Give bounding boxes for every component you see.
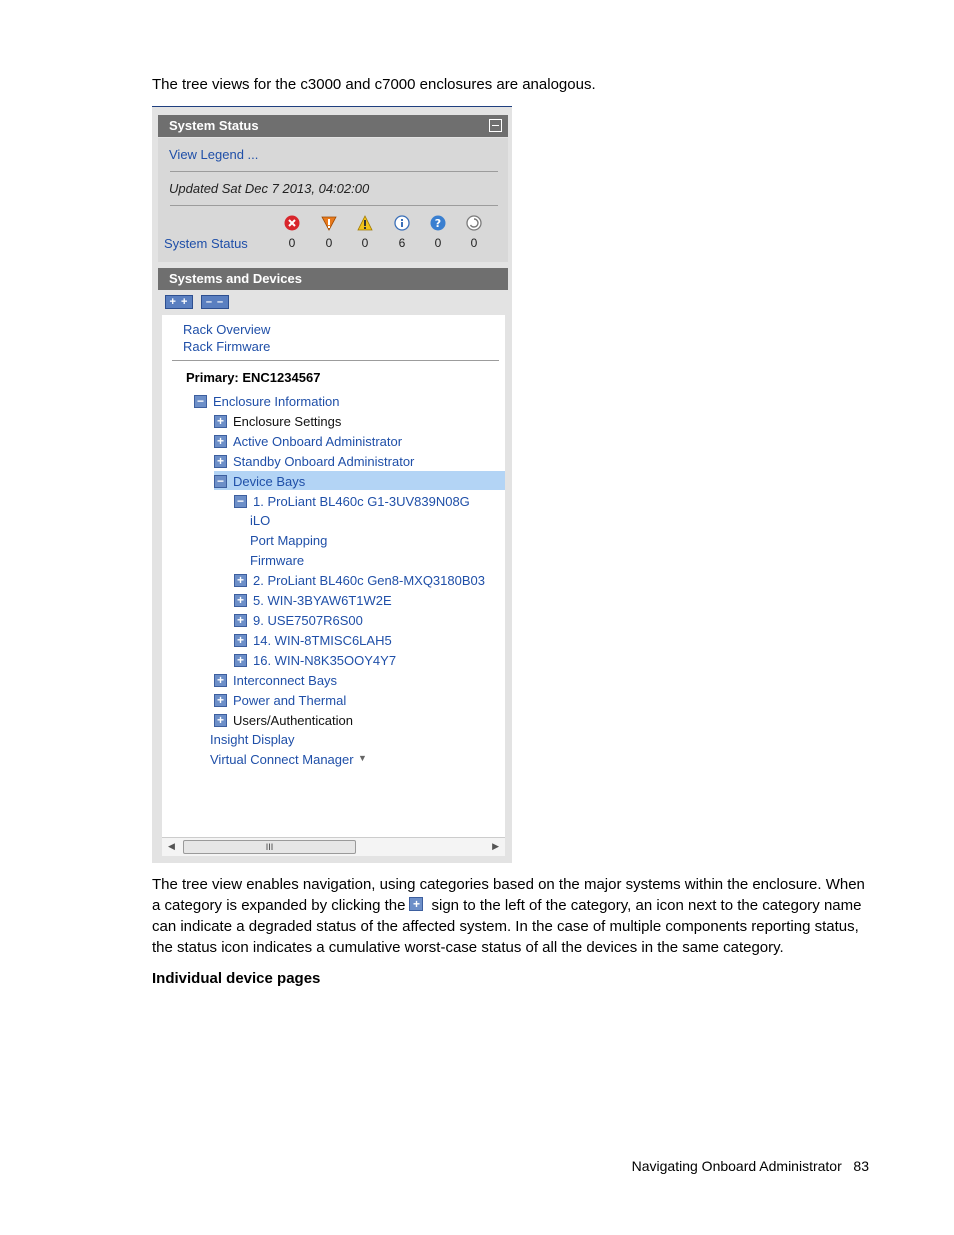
- rack-overview-link[interactable]: Rack Overview: [183, 322, 271, 337]
- view-legend-link[interactable]: View Legend ...: [169, 147, 259, 162]
- separator: [172, 360, 499, 361]
- body-paragraph: [152, 874, 872, 958]
- scroll-left-icon[interactable]: ◀: [168, 841, 175, 851]
- system-status-header: [158, 115, 508, 137]
- expand-icon[interactable]: +: [234, 634, 247, 647]
- tree-item-label[interactable]: Standby Onboard Administrator: [233, 454, 415, 469]
- plus-icon: +: [409, 897, 423, 911]
- system-status-body: [158, 138, 508, 262]
- scroll-right-icon[interactable]: ▶: [492, 841, 499, 851]
- minor-icon[interactable]: [357, 215, 373, 231]
- separator: [170, 171, 498, 172]
- expand-icon[interactable]: +: [214, 694, 227, 707]
- primary-enclosure-label: Primary: ENC1234567: [186, 370, 321, 385]
- rack-firmware-link[interactable]: Rack Firmware: [183, 339, 271, 354]
- system-status-title: System Status: [169, 118, 259, 133]
- expand-icon[interactable]: +: [234, 594, 247, 607]
- intro-text: The tree views for the c3000 and c7000 enclosures are analogous.: [152, 76, 596, 93]
- expand-icon[interactable]: +: [214, 674, 227, 687]
- tree-item-label[interactable]: Insight Display: [210, 732, 295, 747]
- disabled-icon[interactable]: [466, 215, 482, 231]
- collapse-icon[interactable]: −: [234, 495, 247, 508]
- paragraph-part-2: sign to the left of the category, an icon next to the category name can indicate a degraded status of the affected system. In the case of multiple components reporting status, the status icon indicates a cumulative worst-case status of all the devices in the same category.: [152, 897, 862, 956]
- expand-icon[interactable]: +: [214, 435, 227, 448]
- tree-item-label[interactable]: Virtual Connect Manager: [210, 752, 354, 767]
- tree-item-label[interactable]: Power and Thermal: [233, 693, 347, 708]
- tree-item-label[interactable]: 14. WIN-8TMISC6LAH5: [253, 633, 392, 648]
- dropdown-arrow-icon[interactable]: ▼: [358, 753, 367, 763]
- tree-item-label[interactable]: Active Onboard Administrator: [233, 434, 403, 449]
- page-number: 83: [853, 1158, 869, 1174]
- major-icon[interactable]: [321, 215, 337, 231]
- major-count: 0: [325, 236, 333, 250]
- horizontal-scrollbar[interactable]: [162, 837, 505, 856]
- section-heading: Individual device pages: [152, 970, 321, 987]
- tree-item-label[interactable]: Device Bays: [233, 474, 306, 489]
- tree-item-label[interactable]: Enclosure Information: [213, 394, 340, 409]
- onboard-admin-screenshot: [152, 107, 512, 863]
- system-status-link[interactable]: System Status: [164, 236, 248, 251]
- tree-item-label[interactable]: Enclosure Settings: [233, 414, 342, 429]
- tree-item-label[interactable]: 5. WIN-3BYAW6T1W2E: [253, 593, 392, 608]
- svg-text:?: ?: [434, 217, 442, 230]
- paragraph-part-1: The tree view enables navigation, using categories based on the major systems within the enclosure. When a category is expanded by clicking the: [152, 876, 865, 914]
- critical-icon[interactable]: [284, 215, 300, 231]
- minor-count: 0: [361, 236, 369, 250]
- device-tree: [162, 315, 505, 839]
- info-icon[interactable]: [394, 215, 410, 231]
- collapse-icon[interactable]: [489, 119, 502, 132]
- systems-devices-header: [158, 268, 508, 290]
- expand-icon[interactable]: +: [234, 654, 247, 667]
- collapse-icon[interactable]: −: [194, 395, 207, 408]
- tree-item-label[interactable]: 9. USE7507R6S00: [253, 613, 363, 628]
- tree-item-label[interactable]: 2. ProLiant BL460c Gen8-MXQ3180B03: [253, 573, 485, 588]
- tree-item-label[interactable]: Firmware: [250, 553, 305, 568]
- disabled-count: 0: [470, 236, 478, 250]
- tree-item-label[interactable]: Interconnect Bays: [233, 673, 338, 688]
- critical-count: 0: [288, 236, 296, 250]
- expand-icon[interactable]: +: [214, 714, 227, 727]
- page-footer: [632, 1158, 869, 1174]
- tree-item-label[interactable]: iLO: [250, 513, 271, 528]
- updated-timestamp: Updated Sat Dec 7 2013, 04:02:00: [169, 181, 370, 196]
- expand-icon[interactable]: +: [234, 574, 247, 587]
- collapse-all-button[interactable]: – –: [201, 295, 229, 309]
- unknown-icon[interactable]: [430, 215, 446, 231]
- tree-item-label[interactable]: 16. WIN-N8K35OOY4Y7: [253, 653, 397, 668]
- footer-section: Navigating Onboard Administrator: [631, 1158, 842, 1174]
- scroll-thumb[interactable]: III: [183, 840, 356, 854]
- systems-devices-title: Systems and Devices: [169, 271, 302, 286]
- collapse-icon[interactable]: −: [214, 475, 227, 488]
- expand-icon[interactable]: +: [214, 415, 227, 428]
- expand-icon[interactable]: +: [214, 455, 227, 468]
- unknown-count: 0: [434, 236, 442, 250]
- expand-all-button[interactable]: + +: [165, 295, 193, 309]
- tree-item-label[interactable]: Users/Authentication: [233, 713, 353, 728]
- expand-icon[interactable]: +: [234, 614, 247, 627]
- tree-item-label[interactable]: Port Mapping: [250, 533, 328, 548]
- tree-item-label[interactable]: 1. ProLiant BL460c G1-3UV839N08G: [253, 494, 470, 509]
- info-count: 6: [398, 236, 406, 250]
- separator: [170, 205, 498, 206]
